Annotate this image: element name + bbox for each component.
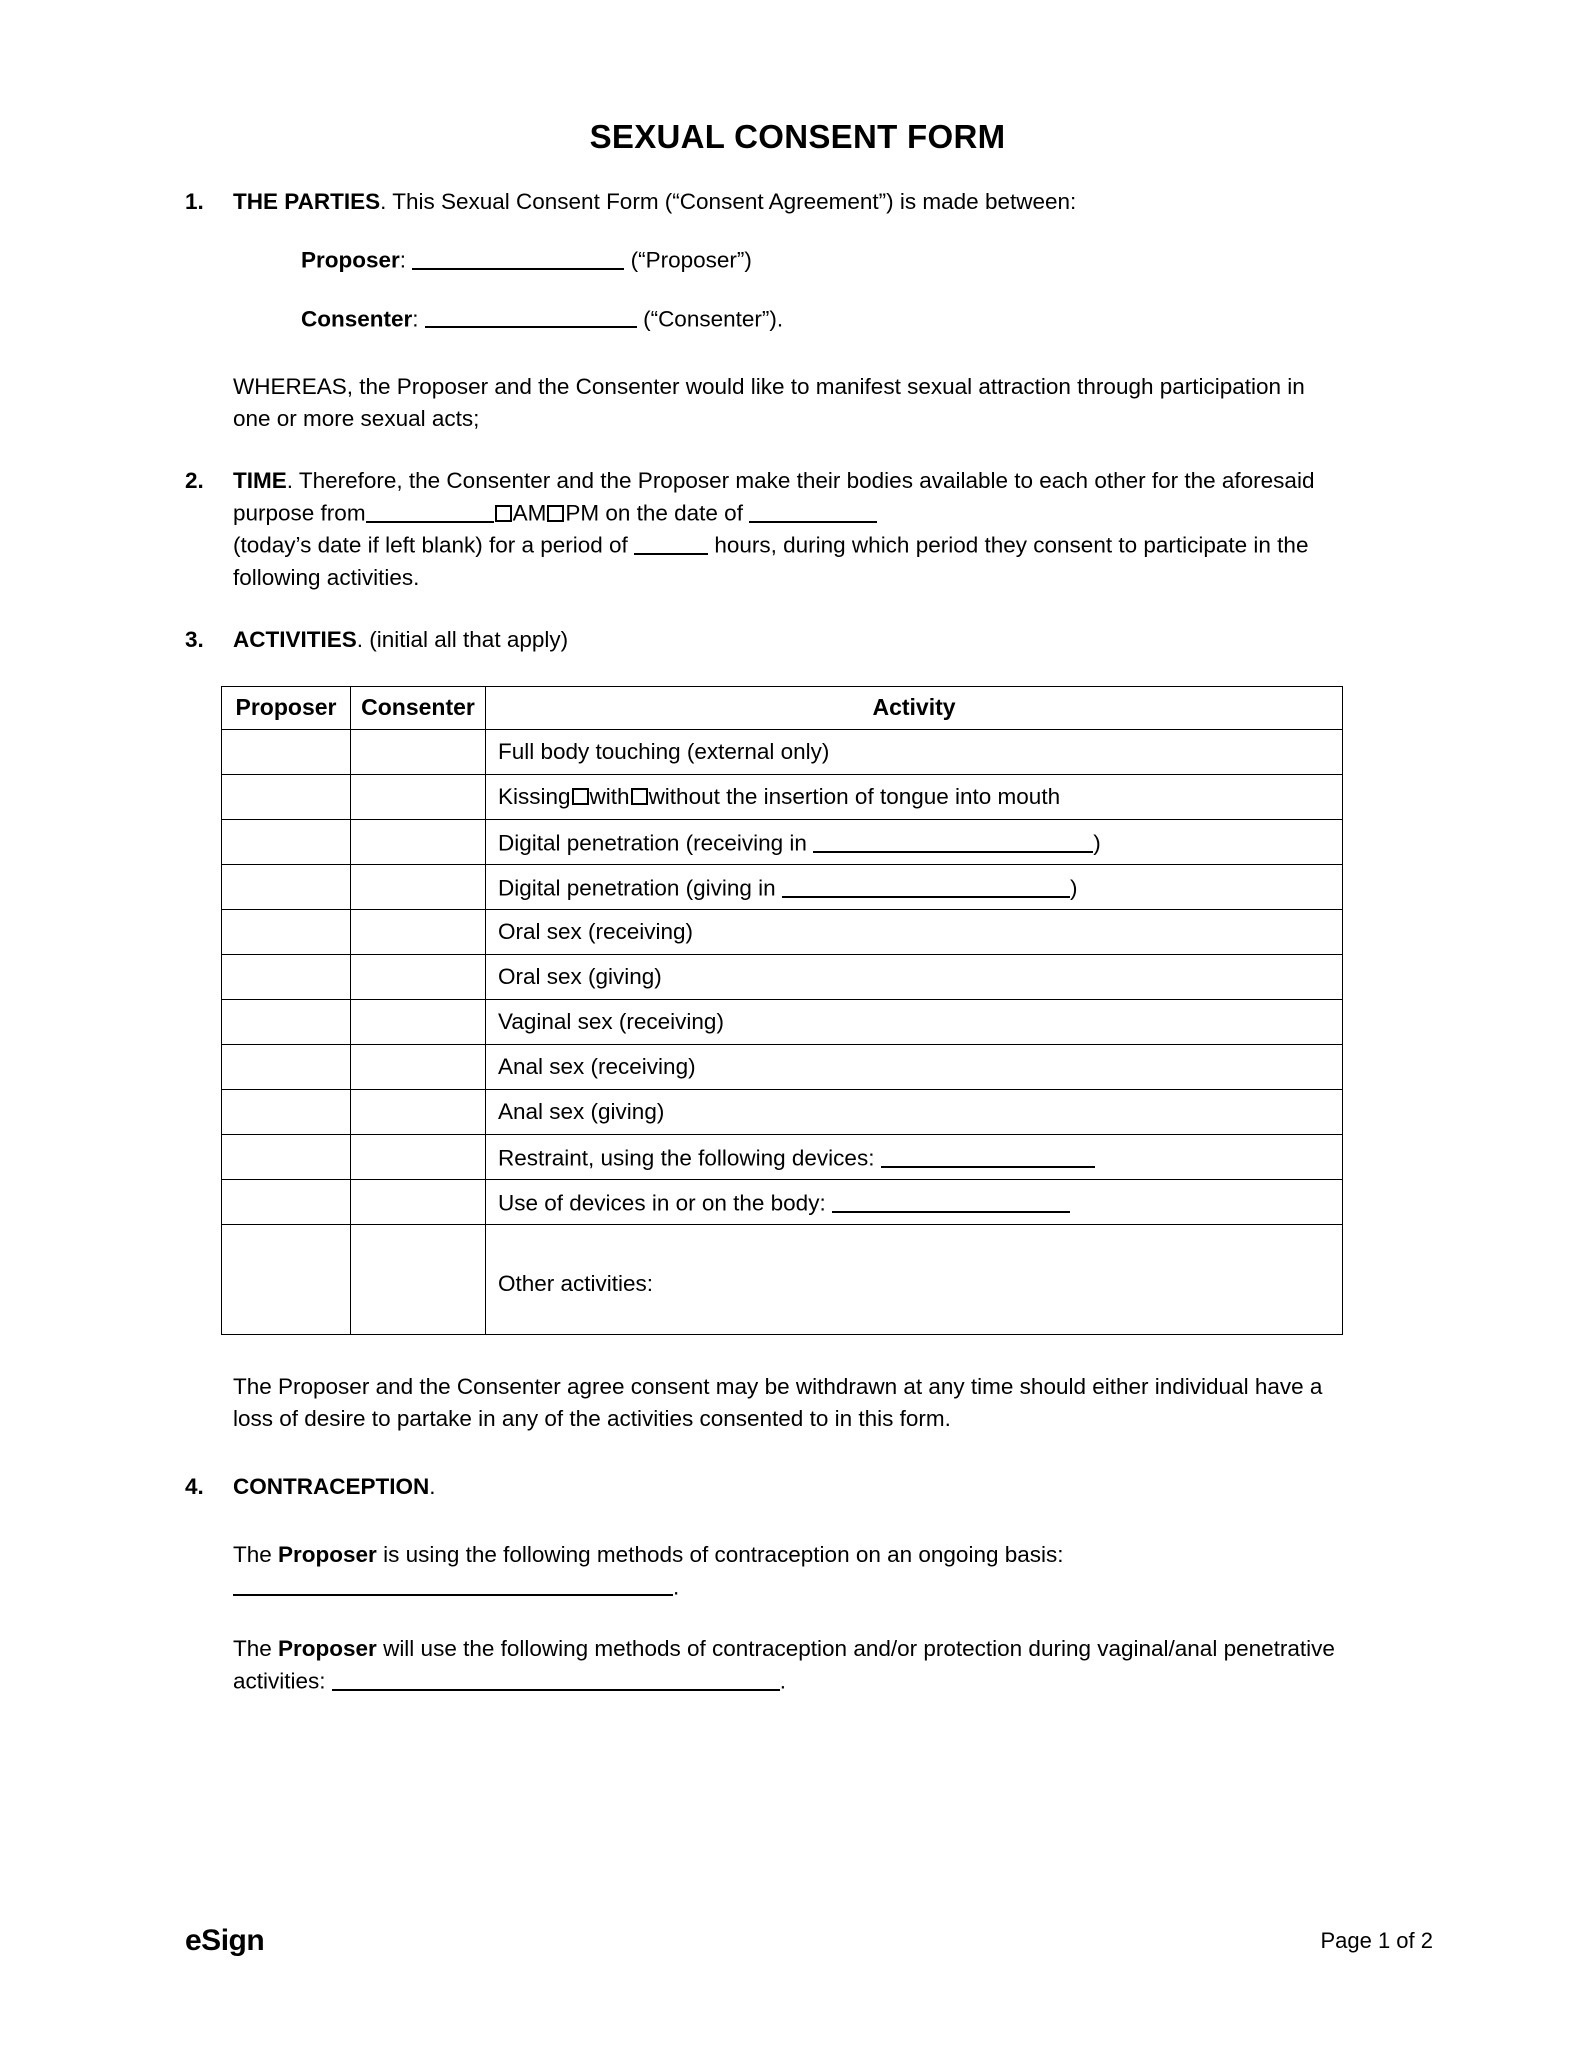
contraception-p2-b: will use the following methods of contraception and/or protection during vaginal/anal penetrative activities: [233, 1636, 1335, 1694]
contraception-p1-b: is using the following methods of contraception on an ongoing basis: [376, 1541, 1064, 1567]
consenter-initial-cell[interactable] [351, 729, 486, 774]
proposer-initial-cell[interactable] [222, 864, 351, 909]
clause-text [233, 624, 1410, 656]
clause-number: 1. [185, 189, 204, 214]
table-row [222, 729, 1343, 774]
proposer-label: Proposer [301, 247, 400, 273]
withdrawal-note: The Proposer and the Consenter agree consent may be withdrawn at any time should either individual have a loss of desire to partake in any of the activities consented to in this form. [233, 1373, 1323, 1431]
activity-label: Anal sex (giving) [486, 1089, 1343, 1134]
table-row [222, 909, 1343, 954]
hours-field[interactable] [634, 529, 708, 555]
activity-text-pre: Digital penetration (receiving in [498, 830, 807, 856]
proposer-line [301, 244, 1410, 277]
consenter-initial-cell[interactable] [351, 864, 486, 909]
activity-text-pre: Restraint, using the following devices: [498, 1145, 875, 1171]
kissing-with-checkbox[interactable] [572, 788, 589, 805]
digital-giving-field[interactable] [782, 872, 1070, 898]
clause-body-text-b: on the date of [605, 500, 743, 526]
activity-text-pre: Digital penetration (giving in [498, 875, 776, 901]
clause-text [233, 186, 1410, 218]
activity-label-restraint [486, 1134, 1343, 1179]
clause-number: 4. [185, 1473, 204, 1499]
activity-label: Anal sex (receiving) [486, 1044, 1343, 1089]
proposer-colon: : [399, 247, 407, 273]
activity-text-post: ) [1069, 875, 1078, 901]
clause-text [233, 465, 1318, 594]
clause-number: 2. [185, 467, 204, 493]
page-number: Page 1 of 2 [1320, 1928, 1433, 1953]
column-header-activity: Activity [486, 686, 1343, 729]
contraception-during-paragraph [233, 1633, 1343, 1698]
clause-text [233, 1471, 1410, 1503]
table-row [222, 774, 1343, 819]
page-title: SEXUAL CONSENT FORM [589, 118, 1006, 155]
clause-heading: ACTIVITIES [233, 626, 357, 652]
activities-table [221, 686, 1343, 1335]
activity-label: Oral sex (receiving) [486, 909, 1343, 954]
page-footer [185, 1924, 1433, 1958]
proposer-initial-cell[interactable] [222, 909, 351, 954]
contraception-ongoing-field[interactable] [233, 1571, 673, 1597]
kissing-pre: Kissing [498, 784, 571, 810]
am-label: AM [512, 500, 547, 526]
consenter-initial-cell[interactable] [351, 1044, 486, 1089]
consenter-initial-cell[interactable] [351, 774, 486, 819]
table-row [222, 1179, 1343, 1224]
clause-body-text: . (initial all that apply) [356, 626, 569, 652]
body-devices-field[interactable] [832, 1187, 1070, 1213]
digital-receiving-field[interactable] [813, 827, 1093, 853]
consenter-initial-cell[interactable] [351, 1089, 486, 1134]
restraint-devices-field[interactable] [881, 1142, 1095, 1168]
proposer-initial-cell[interactable] [222, 1224, 351, 1334]
clause-contraception [185, 1471, 1410, 1503]
proposer-initial-cell[interactable] [222, 1179, 351, 1224]
clause-heading: TIME [233, 467, 287, 493]
kissing-mid: with [589, 784, 630, 810]
table-row [222, 999, 1343, 1044]
consenter-initial-cell[interactable] [351, 954, 486, 999]
clause-time [185, 465, 1410, 594]
activity-label-digital-receiving [486, 819, 1343, 864]
kissing-without-checkbox[interactable] [631, 788, 648, 805]
table-row [222, 819, 1343, 864]
consenter-initial-cell[interactable] [351, 909, 486, 954]
table-row [222, 1089, 1343, 1134]
proposer-initial-cell[interactable] [222, 1044, 351, 1089]
activity-text-post: ) [1093, 830, 1101, 856]
kissing-post: without the insertion of tongue into mouth [648, 784, 1061, 810]
contraception-during-field[interactable] [332, 1665, 780, 1691]
consenter-colon: : [412, 306, 419, 332]
proposer-initial-cell[interactable] [222, 954, 351, 999]
activity-label-digital-giving [486, 864, 1343, 909]
contraception-ongoing-paragraph [233, 1539, 1323, 1604]
activity-label: Oral sex (giving) [486, 954, 1343, 999]
activities-table-body [222, 729, 1343, 1334]
consenter-initial-cell[interactable] [351, 819, 486, 864]
contraception-p2-period: . [779, 1668, 787, 1694]
consenter-name-field[interactable] [425, 303, 637, 329]
clause-activities [185, 624, 1410, 656]
clause-heading: CONTRACEPTION [233, 1473, 430, 1499]
pm-checkbox[interactable] [547, 505, 564, 522]
contraception-p1-bold: Proposer [278, 1541, 377, 1567]
activity-label: Full body touching (external only) [486, 729, 1343, 774]
clause-heading: THE PARTIES [233, 189, 381, 214]
table-row [222, 1134, 1343, 1179]
clause-body-text-c: (today’s date if left blank) for a period of [233, 533, 628, 559]
consenter-initial-cell[interactable] [351, 1224, 486, 1334]
date-field[interactable] [749, 497, 877, 523]
clause-body-text: . [429, 1473, 436, 1499]
proposer-initial-cell[interactable] [222, 999, 351, 1044]
contraception-p1-period: . [673, 1574, 680, 1600]
activity-label: Vaginal sex (receiving) [486, 999, 1343, 1044]
activity-label-other[interactable]: Other activities: [486, 1224, 1343, 1334]
clause-number: 3. [185, 626, 204, 652]
proposer-initial-cell[interactable] [222, 819, 351, 864]
table-row [222, 1044, 1343, 1089]
proposer-suffix: (“Proposer”) [630, 247, 752, 273]
activity-label-kissing [486, 774, 1343, 819]
clause-the-parties [185, 186, 1410, 218]
consenter-initial-cell[interactable] [351, 999, 486, 1044]
proposer-name-field[interactable] [412, 244, 624, 270]
column-header-consenter: Consenter [351, 686, 486, 729]
clause-body-text-d: hours, during which period they consent to participate in the following activities. [233, 533, 1309, 590]
table-header-row [222, 686, 1343, 729]
proposer-initial-cell[interactable] [222, 1134, 351, 1179]
consenter-initial-cell[interactable] [351, 1134, 486, 1179]
contraception-p2-bold: Proposer [278, 1636, 377, 1662]
consenter-suffix: (“Consenter”). [643, 306, 784, 332]
clause-body-text-a: . Therefore, the Consenter and the Proposer make their bodies available to each other for the aforesaid purpose from [233, 467, 1315, 526]
start-time-field[interactable] [366, 497, 494, 523]
proposer-initial-cell[interactable] [222, 729, 351, 774]
table-row [222, 1224, 1343, 1334]
document-content [185, 0, 1410, 1698]
table-row [222, 954, 1343, 999]
consenter-initial-cell[interactable] [351, 1179, 486, 1224]
activity-text-pre: Use of devices in or on the body: [498, 1190, 826, 1216]
contraception-p1-a: The [233, 1541, 279, 1567]
brand-logo: eSign [185, 1924, 265, 1957]
pm-label: PM [565, 500, 600, 526]
activity-label-devices [486, 1179, 1343, 1224]
column-header-proposer: Proposer [222, 686, 351, 729]
consenter-line [301, 303, 1410, 336]
am-checkbox[interactable] [495, 505, 512, 522]
whereas-paragraph: WHEREAS, the Proposer and the Consenter would like to manifest sexual attraction through participation in one or more sexual acts; [233, 374, 1305, 431]
table-row [222, 864, 1343, 909]
proposer-initial-cell[interactable] [222, 774, 351, 819]
clause-body-text: . This Sexual Consent Form (“Consent Agreement”) is made between: [380, 189, 1077, 214]
consenter-label: Consenter [301, 306, 413, 332]
proposer-initial-cell[interactable] [222, 1089, 351, 1134]
contraception-p2-a: The [233, 1636, 279, 1662]
